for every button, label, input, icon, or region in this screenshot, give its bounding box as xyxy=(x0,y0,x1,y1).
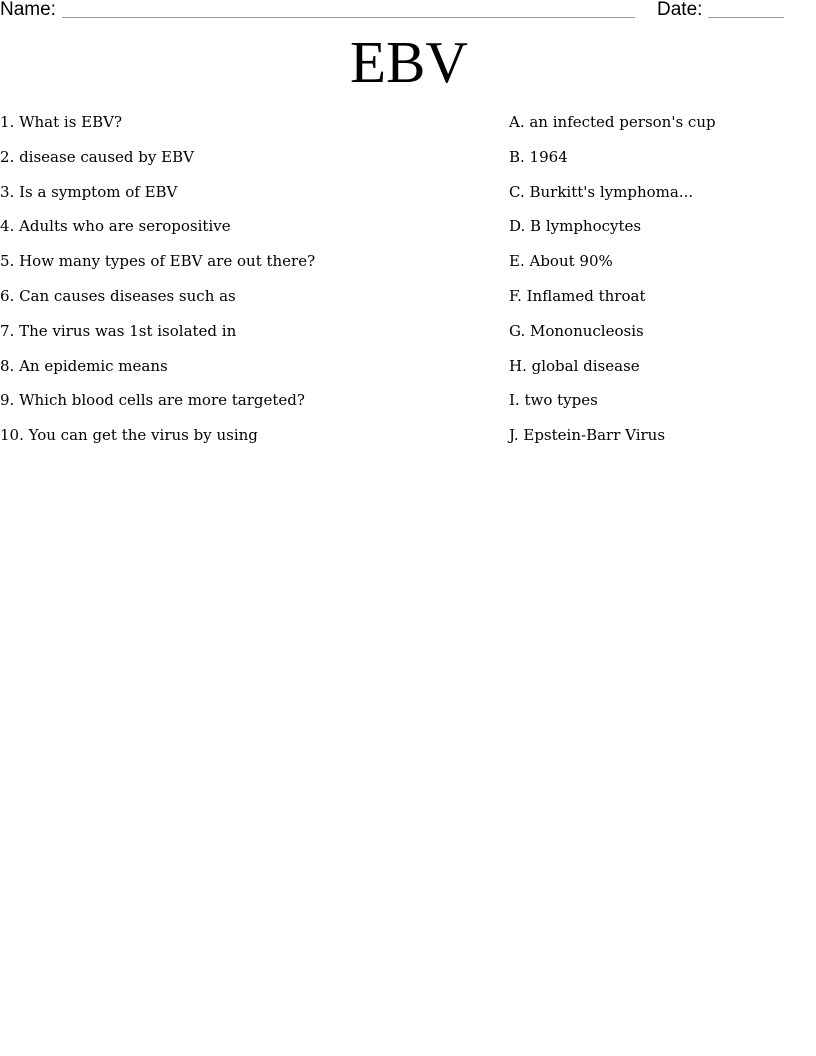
question-item: 8. An epidemic means xyxy=(0,356,168,375)
worksheet-header xyxy=(0,0,816,24)
answer-item: D. B lymphocytes xyxy=(509,217,642,236)
answer-item: J. Epstein-Barr Virus xyxy=(509,426,666,445)
date-label: Date: xyxy=(657,0,703,20)
answer-item: H. global disease xyxy=(509,356,640,375)
answer-item: E. About 90% xyxy=(509,252,613,271)
answer-item: B. 1964 xyxy=(509,147,568,166)
name-label: Name: xyxy=(0,0,56,20)
questions-list xyxy=(0,112,480,460)
question-item: 3. Is a symptom of EBV xyxy=(0,182,178,201)
question-item: 9. Which blood cells are more targeted? xyxy=(0,391,305,410)
answer-item: G. Mononucleosis xyxy=(509,321,644,340)
question-item: 6. Can causes diseases such as xyxy=(0,286,236,305)
question-item: 5. How many types of EBV are out there? xyxy=(0,252,316,271)
answer-item: A. an infected person's cup xyxy=(509,113,716,131)
worksheet-title: EBV xyxy=(350,29,468,95)
answer-item: C. Burkitt's lymphoma... xyxy=(509,182,694,201)
question-item: 1. What is EBV? xyxy=(0,113,123,131)
answers-list xyxy=(509,112,809,460)
answer-item: F. Inflamed throat xyxy=(509,286,646,305)
question-item: 7. The virus was 1st isolated in xyxy=(0,321,237,340)
answer-item: I. two types xyxy=(509,391,598,410)
name-blank-line xyxy=(62,17,635,18)
question-item: 2. disease caused by EBV xyxy=(0,147,194,166)
question-item: 4. Adults who are seropositive xyxy=(0,217,231,236)
question-item: 10. You can get the virus by using xyxy=(0,426,258,445)
date-blank-line xyxy=(708,17,784,18)
